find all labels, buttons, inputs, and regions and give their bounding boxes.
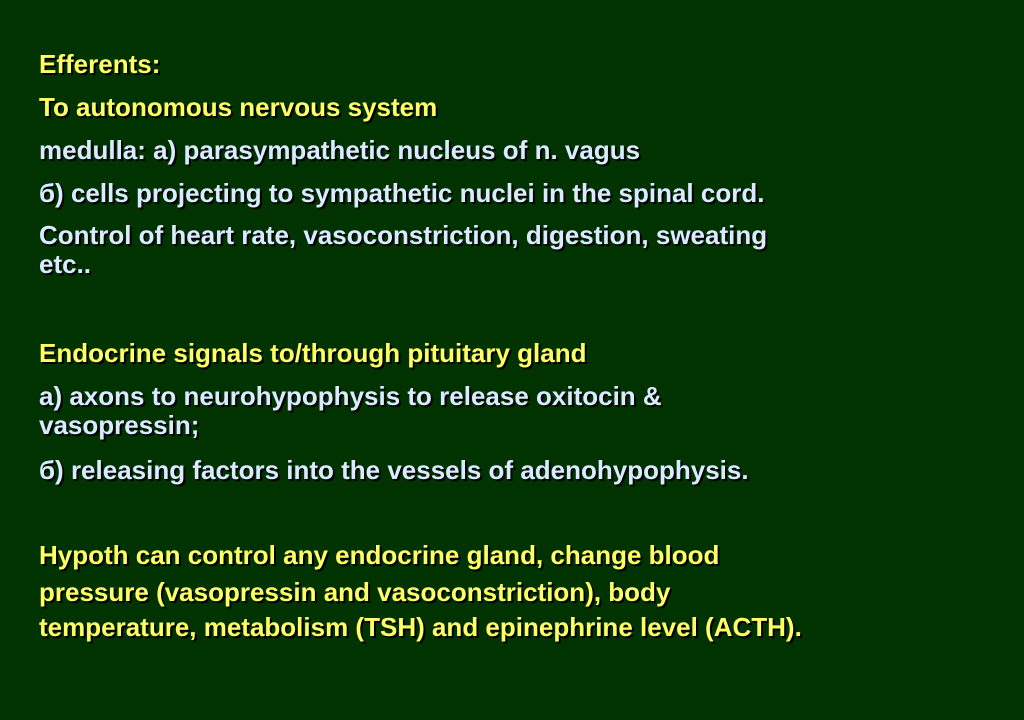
medulla-line: medulla: a) parasympathetic nucleus of n. vagus bbox=[39, 135, 641, 165]
efferents-heading: Efferents: bbox=[39, 49, 161, 79]
hypoth-line-3: temperature, metabolism (TSH) and epinephrine level (ACTH). bbox=[39, 612, 802, 642]
axons-line-2: vasopressin; bbox=[39, 410, 200, 440]
autonomous-heading: To autonomous nervous system bbox=[39, 92, 438, 122]
releasing-line: б) releasing factors into the vessels of adenohypophysis. bbox=[39, 455, 749, 485]
control-line-2: etc.. bbox=[39, 249, 92, 279]
endocrine-heading: Endocrine signals to/through pituitary gland bbox=[39, 338, 587, 368]
hypoth-line-1: Hypoth can control any endocrine gland, change blood bbox=[39, 540, 720, 570]
cells-line: б) cells projecting to sympathetic nuclei in the spinal cord. bbox=[39, 178, 765, 208]
hypoth-line-2: pressure (vasopressin and vasoconstriction), body bbox=[39, 577, 671, 607]
control-line-1: Control of heart rate, vasoconstriction, digestion, sweating bbox=[39, 220, 768, 250]
axons-line-1: a) axons to neurohypophysis to release oxitocin & bbox=[39, 381, 662, 411]
